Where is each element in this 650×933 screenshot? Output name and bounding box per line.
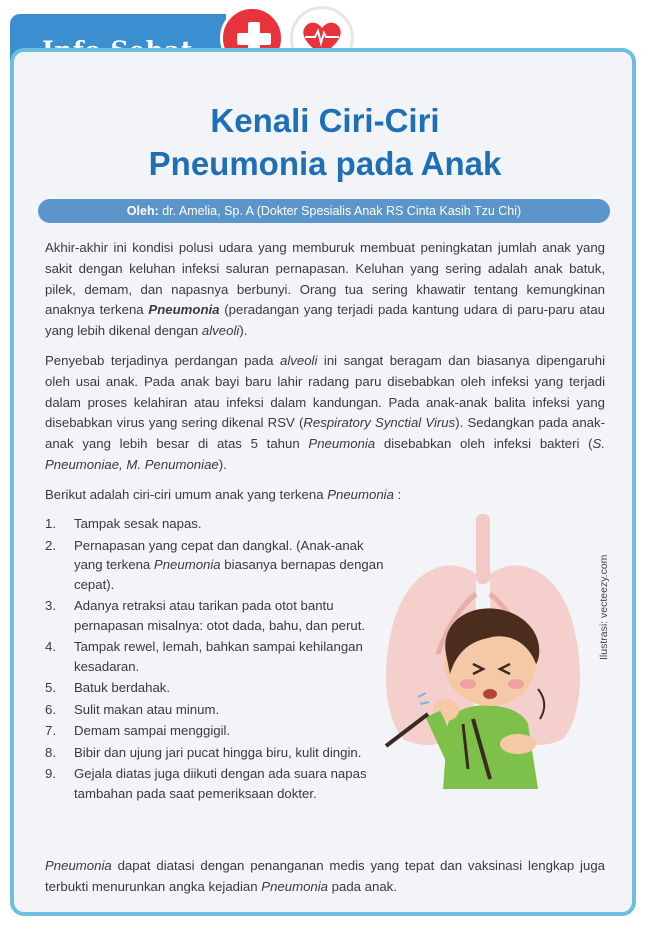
article-title-line1: Kenali Ciri-Ciri (210, 102, 440, 139)
illustration-credit: Ilustrasi: vecteezy.com (598, 554, 610, 660)
paragraph-list-intro: Berikut adalah ciri-ciri umum anak yang terkena Pneumonia : (45, 487, 402, 502)
author-banner (38, 199, 610, 223)
list-item: 6. Sulit makan atau minum. (45, 701, 220, 717)
paragraph-causes: Penyebab terjadinya perdangan pada alveoli ini sangat beragam dan biasanya dipengaruhi oleh usai anak. Pada anak bayi baru lahir radang paru disebabkan oleh infeksi yang terjadi dalam proses kelahiran atau infeksi dalam kandungan. Pada anak-anak balita infeksi yang disebabkan virus yang sering dikenal RSV (Respiratory Synctial Virus). Sedangkan pada anak-anak yang lebih besar di atas 5 tahun Pneumonia disebabkan oleh infeksi bakteri (S. Pneumoniae, M. Penumoniae). (45, 353, 606, 472)
list-item: 8. Bibir dan ujung jari pucat hingga biru, kulit dingin. (45, 744, 362, 760)
coughing-child-illustration (378, 514, 588, 804)
paragraph-intro: Akhir-akhir ini kondisi polusi udara yang memburuk membuat peningkatan jumlah anak yang sakit dengan keluhan infeksi saluran pernapasan. Keluhan yang sering adalah anak batuk, pilek, demam, dan napasnya berbunyi. Orang tua sering khawatir tentang kemungkinan anaknya terkena Pneumonia (peradangan yang terjadi pada kantung udara di paru-paru atau yang lebih dikenal dengan alveoli). (45, 240, 605, 339)
paragraph-conclusion: Pneumonia dapat diatasi dengan penanganan medis yang tepat dan vaksinasi lengkap juga terbukti menurunkan angka kejadian Pneumonia pada anak. (45, 858, 605, 894)
list-item: 5. Batuk berdahak. (45, 680, 171, 695)
author-name: dr. Amelia, Sp. A (Dokter Spesialis Anak RS Cinta Kasih Tzu Chi) (162, 204, 522, 218)
symptom-list (45, 514, 385, 805)
article-title-line2: Pneumonia pada Anak (148, 145, 502, 182)
list-item: 9. Gejala diatas juga diikuti dengan ada suara napas tambahan pada saat pemeriksaan dokter. (45, 766, 367, 801)
list-item: 7. Demam sampai menggigil. (45, 723, 231, 738)
list-item: 4. Tampak rewel, lemah, bahkan sampai kehilangan kesadaran. (45, 639, 363, 674)
list-item: 3. Adanya retraksi atau tarikan pada otot bantu pernapasan misalnya: otot dada, bahu, dan perut. (45, 598, 366, 633)
list-item: 2. Pernapasan yang cepat dan dangkal. (Anak-anak yang terkena Pneumonia biasanya bernapas dengan cepat). (45, 537, 384, 592)
list-item: 1. Tampak sesak napas. (45, 516, 202, 531)
author-label: Oleh: (126, 204, 159, 218)
